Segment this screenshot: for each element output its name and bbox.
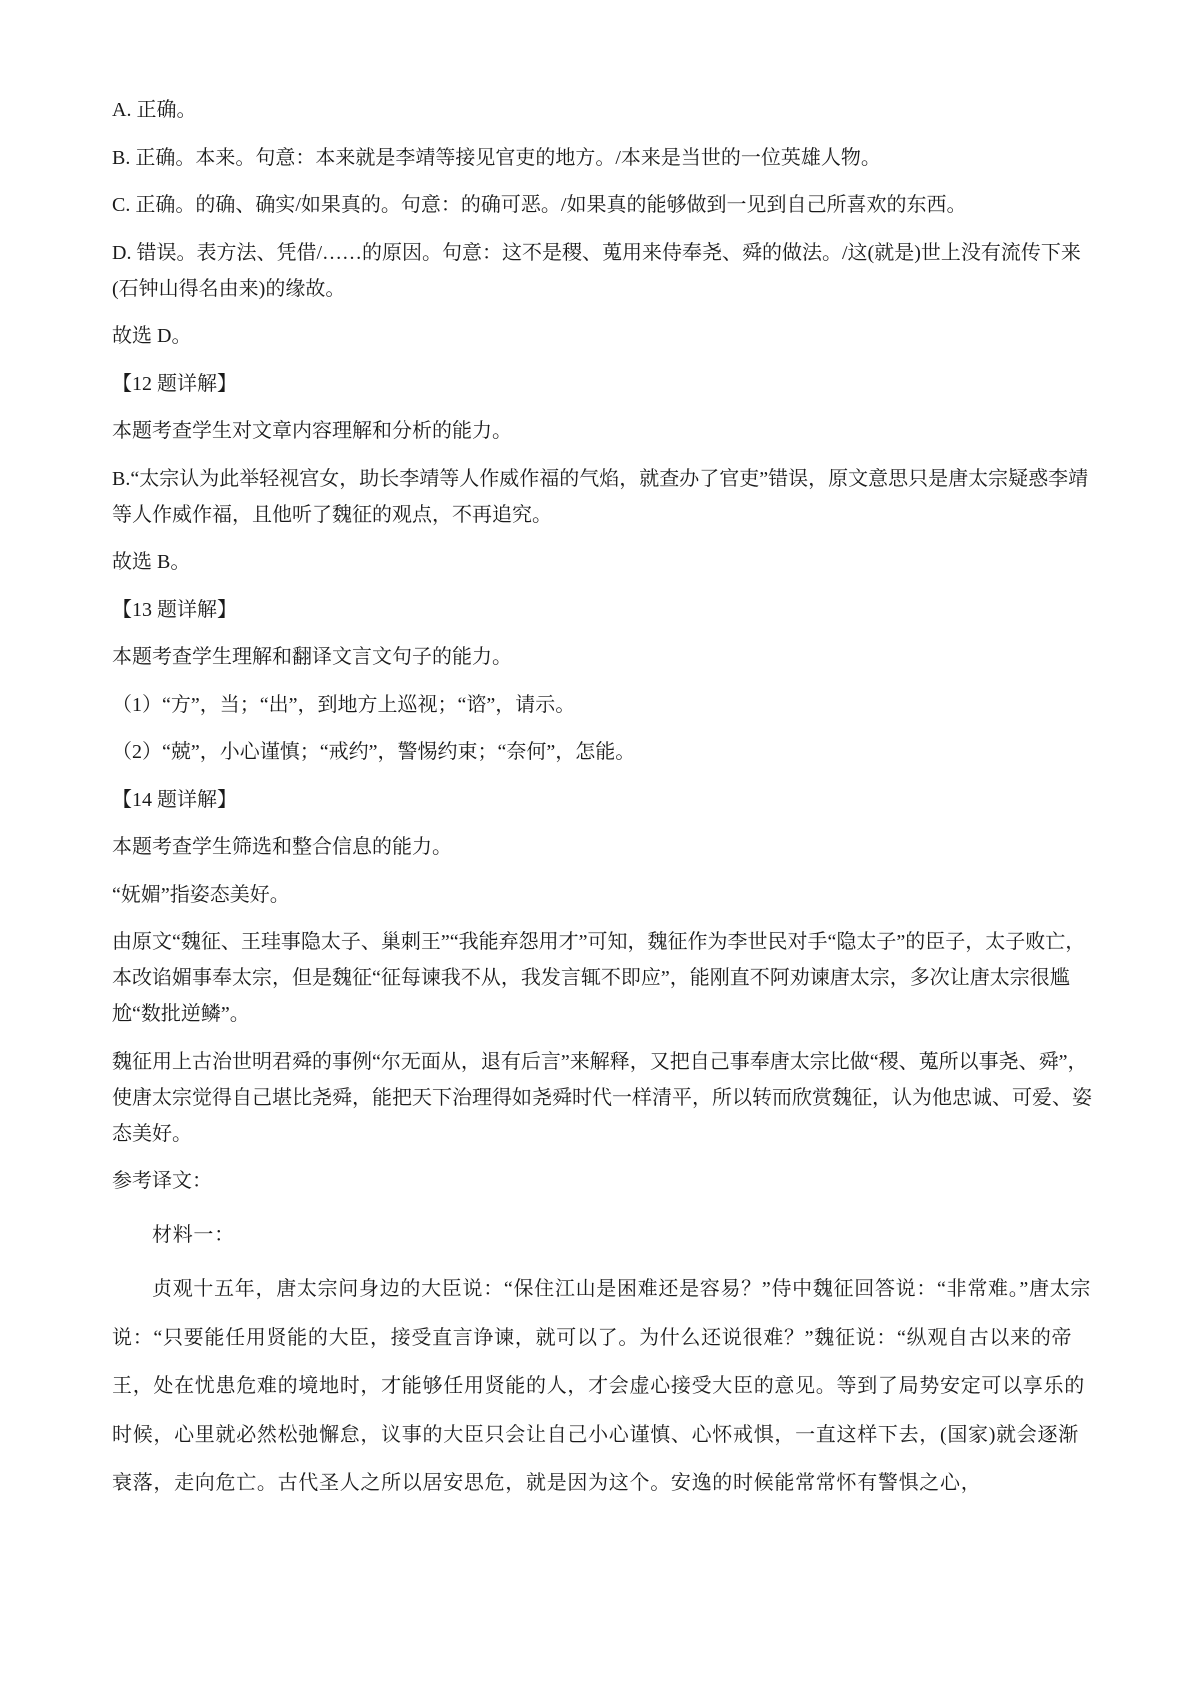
translation-title: 参考译文： bbox=[112, 1170, 212, 1192]
material-label: 材料一： bbox=[152, 1223, 235, 1246]
q12-heading: 【12 题详解】 bbox=[112, 372, 237, 395]
q12-paragraph: B.“太宗认为此举轻视宫女，助长李靖等人作威作福的气焰，就查办了官吏”错误，原文意思只是唐太宗疑惑李靖等人作威作福，且他听了魏征的观点，不再追究。 bbox=[112, 467, 1089, 526]
q12-paragraph: 故选 B。 bbox=[112, 551, 191, 573]
q14-paragraph: 本题考查学生筛选和整合信息的能力。 bbox=[112, 836, 452, 858]
answer-d: D. 错误。表方法、凭借/……的原因。句意：这不是稷、蒐用来侍奉尧、舜的做法。/这(就是)世上没有流传下来(石钟山得名由来)的缘故。 bbox=[112, 241, 1081, 300]
q14-paragraph: “妩媚”指姿态美好。 bbox=[112, 883, 290, 906]
q13-paragraph: （1）“方”，当；“出”，到地方上巡视；“谘”，请示。 bbox=[112, 693, 576, 716]
q13-paragraph: （2）“兢”，小心谨慎；“戒约”，警惕约束；“奈何”，怎能。 bbox=[112, 741, 636, 763]
q14-heading: 【14 题详解】 bbox=[112, 788, 237, 811]
answer-b: B. 正确。本来。句意：本来就是李靖等接见官吏的地方。/本来是当世的一位英雄人物。 bbox=[112, 146, 881, 169]
q14-paragraph: 魏征用上古治世明君舜的事例“尔无面从，退有后言”来解释，又把自己事奉唐太宗比做“稷、蒐所以事尧、舜”，使唐太宗觉得自己堪比尧舜，能把天下治理得如尧舜时代一样清平，所以转而欣赏魏征，认为他忠诚、可爱、姿态美好。 bbox=[112, 1050, 1092, 1145]
translation-paragraph: 贞观十五年，唐太宗问身边的大臣说：“保住江山是困难还是容易？”侍中魏征回答说：“非常难。”唐太宗说：“只要能任用贤能的大臣，接受直言诤谏，就可以了。为什么还说很难？”魏征说：“纵观自古以来的帝王，处在忧患危难的境地时，才能够任用贤能的人，才会虚心接受大臣的意见。等到了局势安定可以享乐的时候，心里就必然松弛懈怠，议事的大臣只会让自己小心谨慎、心怀戒惧，一直这样下去，(国家)就会逐渐衰落，走向危亡。古代圣人之所以居安思危，就是因为这个。安逸的时候能常常怀有警惧之心， bbox=[112, 1278, 1092, 1494]
q12-paragraph: 本题考查学生对文章内容理解和分析的能力。 bbox=[112, 420, 512, 442]
q13-heading: 【13 题详解】 bbox=[112, 598, 237, 621]
answer-c: C. 正确。的确、确实/如果真的。句意：的确可恶。/如果真的能够做到一见到自己所喜欢的东西。 bbox=[112, 194, 967, 216]
translation-block bbox=[112, 1211, 1098, 1508]
answer-choice-11: 故选 D。 bbox=[112, 325, 192, 347]
q14-paragraph: 由原文“魏征、王珪事隐太子、巢刺王”“我能弃怨用才”可知，魏征作为李世民对手“隐太子”的臣子，太子败亡，本改谄媚事奉太宗，但是魏征“征每谏我不从，我发言辄不即应”，能刚直不阿劝谏唐太宗，多次让唐太宗很尴尬“数批逆鳞”。 bbox=[112, 931, 1086, 1025]
q13-paragraph: 本题考查学生理解和翻译文言文句子的能力。 bbox=[112, 646, 512, 668]
document-content bbox=[112, 92, 1098, 1508]
answer-a: A. 正确。 bbox=[112, 99, 197, 121]
